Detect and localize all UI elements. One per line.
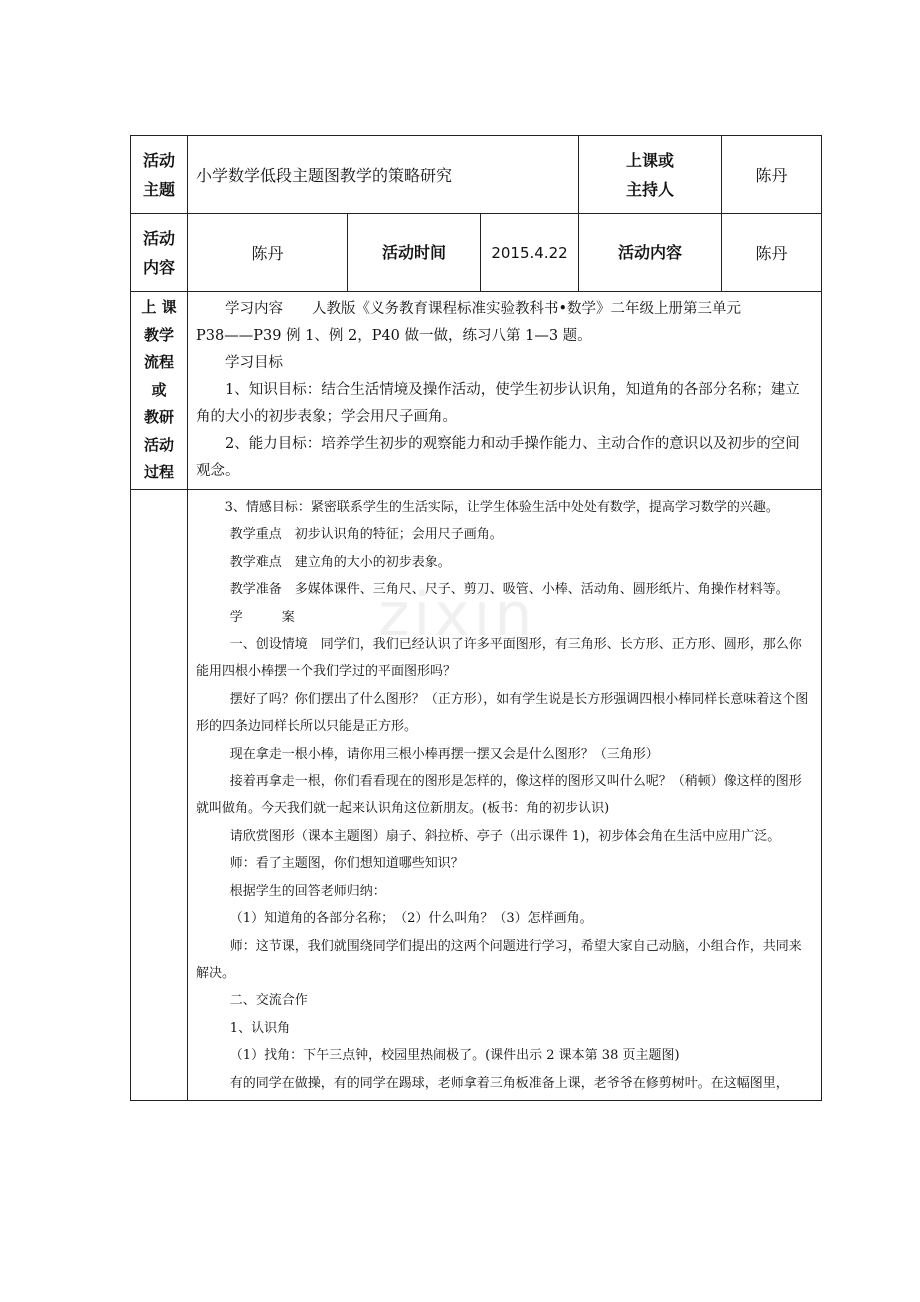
paragraph: 2、能力目标：培养学生初步的观察能力和动手操作能力、主动合作的意识以及初步的空间观念。 bbox=[196, 436, 800, 479]
host-value: 陈丹 bbox=[722, 136, 822, 214]
watermark: zixin bbox=[378, 580, 537, 650]
paragraph: （1）找角：下午三点钟，校园里热闹极了。(课件出示 2 课本第 38 页主题图) bbox=[229, 1048, 680, 1064]
paragraph: 师：这节课，我们就围绕同学们提出的这两个问题进行学习，希望大家自己动脑，小组合作，共同来解决。 bbox=[196, 938, 802, 981]
paragraph: （1）知道角的各部分名称； （2）什么叫角？（3）怎样画角。 bbox=[229, 911, 593, 927]
process-row bbox=[131, 292, 822, 490]
person-value: 陈丹 bbox=[188, 214, 348, 292]
paragraph: 请欣赏图形（课本主题图）扇子、斜拉桥、亭子（出示课件 1)，初步体会角在生活中应用广泛。 bbox=[229, 828, 781, 844]
lesson-plan-content bbox=[188, 490, 822, 1101]
paragraph: P38——P39 例 1、例 2，P40 做一做，练习八第 1—3 题。 bbox=[196, 328, 592, 344]
paragraph: 二、交流合作 bbox=[229, 993, 308, 1009]
host-label: 上课或 主持人 bbox=[579, 136, 722, 214]
paragraph: 1、认识角 bbox=[229, 1020, 291, 1036]
theme-value: 小学数学低段主题图教学的策略研究 bbox=[188, 136, 579, 214]
time-label: 活动时间 bbox=[348, 214, 481, 292]
activity-record-table bbox=[130, 135, 822, 1101]
content-label-2: 活动内容 bbox=[579, 214, 722, 292]
info-row bbox=[131, 214, 822, 292]
paragraph: 接着再拿走一根，你们看看现在的图形是怎样的，像这样的图形又叫什么呢？（稍顿）像这样的图形就叫做角。今天我们就一起来认识角这位新朋友。(板书：角的初步认识) bbox=[196, 774, 802, 817]
paragraph: 教学准备 多媒体课件、三角尺、尺子、剪刀、吸管、小棒、活动角、圆形纸片、角操作材料等。 bbox=[229, 582, 789, 598]
process-content bbox=[188, 292, 822, 490]
paragraph: 学 案 bbox=[229, 609, 295, 625]
paragraph: 教学难点 建立角的大小的初步表象。 bbox=[229, 554, 451, 570]
paragraph: 有的同学在做操，有的同学在踢球，老师拿着三角板准备上课，老爷爷在修剪树叶。在这幅图里， bbox=[229, 1075, 789, 1091]
paragraph: 学习内容 人教版《义务教育课程标准实验教科书•数学》二年级上册第三单元 bbox=[225, 301, 742, 317]
paragraph: 教学重点 初步认识角的特征；会用尺子画角。 bbox=[229, 527, 503, 543]
theme-label: 活动 主题 bbox=[131, 136, 188, 214]
paragraph: 1、知识目标：结合生活情境及操作活动，使学生初步认识角，知道角的各部分名称；建立角的大小的初步表象；学会用尺子画角。 bbox=[196, 382, 800, 425]
paragraph: 师：看了主题图，你们想知道哪些知识？ bbox=[229, 856, 464, 872]
paragraph: 学习目标 bbox=[225, 355, 283, 371]
time-value: 2015.4.22 bbox=[481, 214, 579, 292]
lesson-plan-row bbox=[131, 490, 822, 1101]
paragraph: 一、创设情境 同学们，我们已经认识了许多平面图形，有三角形、长方形、正方形、圆形，那么你能用四根小棒摆一个我们学过的平面图形吗？ bbox=[196, 637, 802, 680]
paragraph: 摆好了吗？你们摆出了什么图形？（正方形），如有学生说是长方形强调四根小棒同样长意味着这个图形的四条边同样长所以只能是正方形。 bbox=[196, 691, 809, 735]
process-label: 上 课 教学 流程 或 教研 活动 过程 bbox=[131, 292, 188, 490]
content-value: 陈丹 bbox=[722, 214, 822, 292]
paragraph: 根据学生的回答老师归纳： bbox=[229, 883, 386, 899]
theme-row bbox=[131, 136, 822, 214]
content-label: 活动 内容 bbox=[131, 214, 188, 292]
paragraph: 3、情感目标：紧密联系学生的生活实际，让学生体验生活中处处有数学，提高学习数学的兴趣。 bbox=[224, 500, 779, 515]
paragraph: 现在拿走一根小棒，请你用三根小棒再摆一摆又会是什么图形？（三角形） bbox=[229, 746, 659, 762]
empty-side-cell bbox=[131, 490, 188, 1101]
